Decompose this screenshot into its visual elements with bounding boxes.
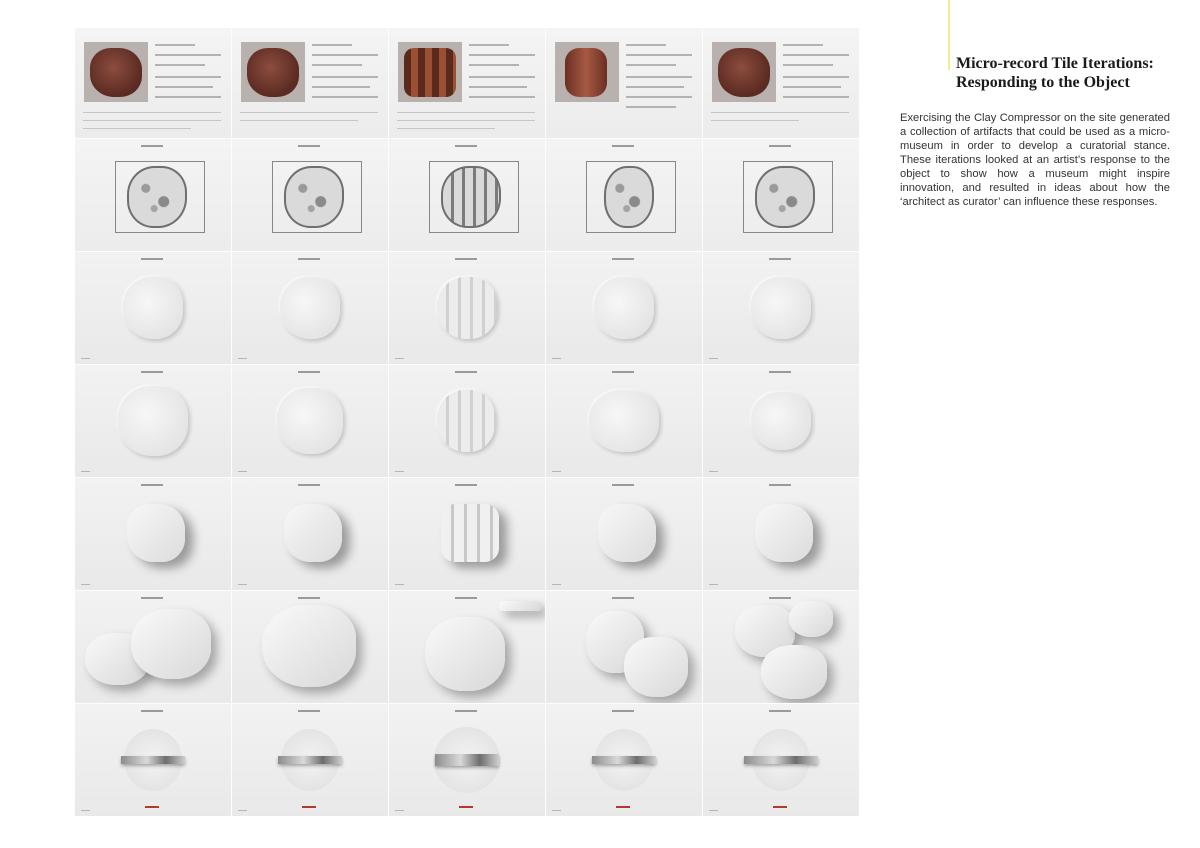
raised-relief: [598, 504, 656, 562]
tile-deep-relief-1: [75, 365, 231, 477]
tile-slice-3: [389, 704, 545, 816]
tile-raised-4: [546, 478, 702, 590]
record-line: [626, 106, 676, 108]
record-line: [469, 76, 535, 78]
tile-record-1: [75, 28, 231, 138]
tile-corner-mark: [238, 471, 247, 472]
signature-mark: [302, 806, 316, 808]
page-title: [956, 54, 1171, 92]
deep-relief: [277, 388, 343, 454]
accent-line: [948, 0, 950, 70]
tile-deep-relief-2: [232, 365, 388, 477]
handwritten-note-line: [83, 128, 191, 129]
record-line: [469, 44, 509, 46]
tile-corner-mark: [395, 810, 404, 811]
object-sketch: [604, 166, 654, 228]
tile-drawing-5: [703, 139, 859, 251]
object-photo: [84, 42, 148, 102]
tile-record-4: [546, 28, 702, 138]
record-line: [469, 54, 535, 56]
tile-mark: [612, 371, 634, 373]
handwritten-note-line: [397, 128, 495, 129]
tile-mark: [141, 371, 163, 373]
record-line: [626, 96, 692, 98]
signature-mark: [459, 806, 473, 808]
tile-slice-4: [546, 704, 702, 816]
tile-mark: [141, 145, 163, 147]
deep-relief: [589, 390, 659, 452]
fragment-piece: [131, 609, 211, 679]
handwritten-note-line: [397, 112, 535, 113]
tile-corner-mark: [81, 810, 90, 811]
record-line: [312, 44, 352, 46]
record-line: [312, 96, 378, 98]
handwritten-note-line: [711, 120, 799, 121]
tile-corner-mark: [552, 810, 561, 811]
tile-mark: [612, 258, 634, 260]
page-title-line-1: Micro-record Tile Iterations:: [956, 55, 1154, 72]
tile-corner-mark: [238, 810, 247, 811]
tile-fragment-5: [703, 591, 859, 703]
tile-emboss-3: [389, 252, 545, 364]
tile-drawing-4: [546, 139, 702, 251]
tile-mark: [455, 484, 477, 486]
tile-fragment-4: [546, 591, 702, 703]
embossed-relief: [280, 277, 340, 339]
handwritten-note-line: [83, 120, 221, 121]
record-line: [469, 96, 535, 98]
record-line: [626, 44, 666, 46]
tile-deep-relief-5: [703, 365, 859, 477]
record-line: [783, 86, 841, 88]
raised-relief: [755, 504, 813, 562]
object-photo: [712, 42, 776, 102]
tile-drawing-1: [75, 139, 231, 251]
tile-corner-mark: [709, 471, 718, 472]
tile-fragment-3: [389, 591, 545, 703]
object-sketch: [127, 166, 187, 228]
record-line: [783, 44, 823, 46]
signature-mark: [616, 806, 630, 808]
handwritten-note-line: [83, 112, 221, 113]
tile-slice-2: [232, 704, 388, 816]
slice-section: [121, 756, 185, 764]
tile-mark: [141, 484, 163, 486]
tile-mark: [141, 710, 163, 712]
tile-mark: [612, 484, 634, 486]
tile-mark: [298, 484, 320, 486]
embossed-relief: [594, 277, 654, 339]
tile-mark: [141, 258, 163, 260]
tile-slice-1: [75, 704, 231, 816]
record-line: [626, 86, 684, 88]
tile-mark: [612, 710, 634, 712]
tile-corner-mark: [395, 471, 404, 472]
tile-corner-mark: [552, 471, 561, 472]
record-line: [312, 76, 378, 78]
tile-corner-mark: [709, 810, 718, 811]
tile-mark: [455, 597, 477, 599]
fragment-piece: [624, 637, 688, 697]
tile-mark: [769, 371, 791, 373]
record-line: [155, 76, 221, 78]
record-line: [626, 54, 692, 56]
slice-section: [278, 756, 342, 764]
record-line: [783, 54, 849, 56]
tile-drawing-3: [389, 139, 545, 251]
record-line: [155, 44, 195, 46]
tile-drawing-2: [232, 139, 388, 251]
tile-mark: [612, 597, 634, 599]
tile-mark: [455, 258, 477, 260]
record-line: [783, 64, 833, 66]
deep-relief: [437, 390, 495, 452]
tile-mark: [769, 710, 791, 712]
page-title-line-2: Responding to the Object: [956, 74, 1130, 91]
slice-section: [592, 756, 656, 764]
tile-emboss-2: [232, 252, 388, 364]
object-sketch: [755, 166, 815, 228]
fragment-piece: [499, 601, 541, 611]
tile-mark: [298, 597, 320, 599]
tile-mark: [769, 145, 791, 147]
record-line: [312, 86, 370, 88]
tile-mark: [455, 371, 477, 373]
tile-corner-mark: [81, 358, 90, 359]
tile-record-2: [232, 28, 388, 138]
tile-mark: [769, 597, 791, 599]
deep-relief: [118, 386, 188, 456]
object-sketch: [284, 166, 344, 228]
object-photo: [555, 42, 619, 102]
tile-record-5: [703, 28, 859, 138]
tile-raised-1: [75, 478, 231, 590]
tile-mark: [298, 258, 320, 260]
tile-mark: [612, 145, 634, 147]
tile-corner-mark: [238, 584, 247, 585]
tile-fragment-2: [232, 591, 388, 703]
tile-corner-mark: [395, 358, 404, 359]
record-line: [155, 86, 213, 88]
record-line: [783, 96, 849, 98]
tile-mark: [298, 145, 320, 147]
signature-mark: [773, 806, 787, 808]
tile-corner-mark: [81, 471, 90, 472]
tile-mark: [455, 145, 477, 147]
record-line: [155, 64, 205, 66]
handwritten-note-line: [397, 120, 535, 121]
fragment-piece: [425, 617, 505, 691]
tile-mark: [298, 710, 320, 712]
record-line: [312, 54, 378, 56]
tile-corner-mark: [238, 358, 247, 359]
tile-fragment-1: [75, 591, 231, 703]
fragment-piece: [262, 605, 356, 687]
record-line: [783, 76, 849, 78]
object-sketch: [441, 166, 501, 228]
slice-section: [744, 756, 818, 764]
tile-mark: [769, 484, 791, 486]
tile-corner-mark: [552, 358, 561, 359]
tile-mark: [298, 371, 320, 373]
object-photo: [398, 42, 462, 102]
embossed-relief: [751, 277, 811, 339]
raised-relief: [441, 504, 499, 562]
tile-grid: [75, 28, 858, 814]
record-line: [155, 54, 221, 56]
tile-mark: [141, 597, 163, 599]
slice-section: [435, 754, 499, 766]
embossed-relief: [437, 277, 497, 339]
tile-emboss-5: [703, 252, 859, 364]
handwritten-note-line: [240, 120, 358, 121]
record-line: [155, 96, 221, 98]
tile-corner-mark: [709, 584, 718, 585]
tile-raised-5: [703, 478, 859, 590]
record-line: [312, 64, 362, 66]
signature-mark: [145, 806, 159, 808]
deep-relief: [751, 392, 811, 450]
record-line: [626, 64, 676, 66]
handwritten-note-line: [711, 112, 849, 113]
fragment-piece: [789, 601, 833, 637]
tile-raised-3: [389, 478, 545, 590]
raised-relief: [284, 504, 342, 562]
tile-record-3: [389, 28, 545, 138]
raised-relief: [127, 504, 185, 562]
tile-corner-mark: [709, 358, 718, 359]
tile-slice-5: [703, 704, 859, 816]
tile-raised-2: [232, 478, 388, 590]
tile-emboss-4: [546, 252, 702, 364]
tile-corner-mark: [81, 584, 90, 585]
tile-mark: [769, 258, 791, 260]
record-line: [626, 76, 692, 78]
fragment-piece: [761, 645, 827, 699]
tile-corner-mark: [395, 584, 404, 585]
tile-deep-relief-3: [389, 365, 545, 477]
tile-emboss-1: [75, 252, 231, 364]
object-photo: [241, 42, 305, 102]
embossed-relief: [123, 277, 183, 339]
record-line: [469, 64, 519, 66]
tile-corner-mark: [552, 584, 561, 585]
record-line: [469, 86, 527, 88]
description-paragraph: Exercising the Clay Compressor on the site generated a collection of artifacts that could be used as a micro-museum in order to develop a curatorial stance. These iterations looked at an artist’s response to the object to show how a museum might inspire innovation, and resulted in ideas about how the ‘architect as curator’ can influence these responses.: [900, 112, 1170, 208]
handwritten-note-line: [240, 112, 378, 113]
tile-mark: [455, 710, 477, 712]
tile-deep-relief-4: [546, 365, 702, 477]
